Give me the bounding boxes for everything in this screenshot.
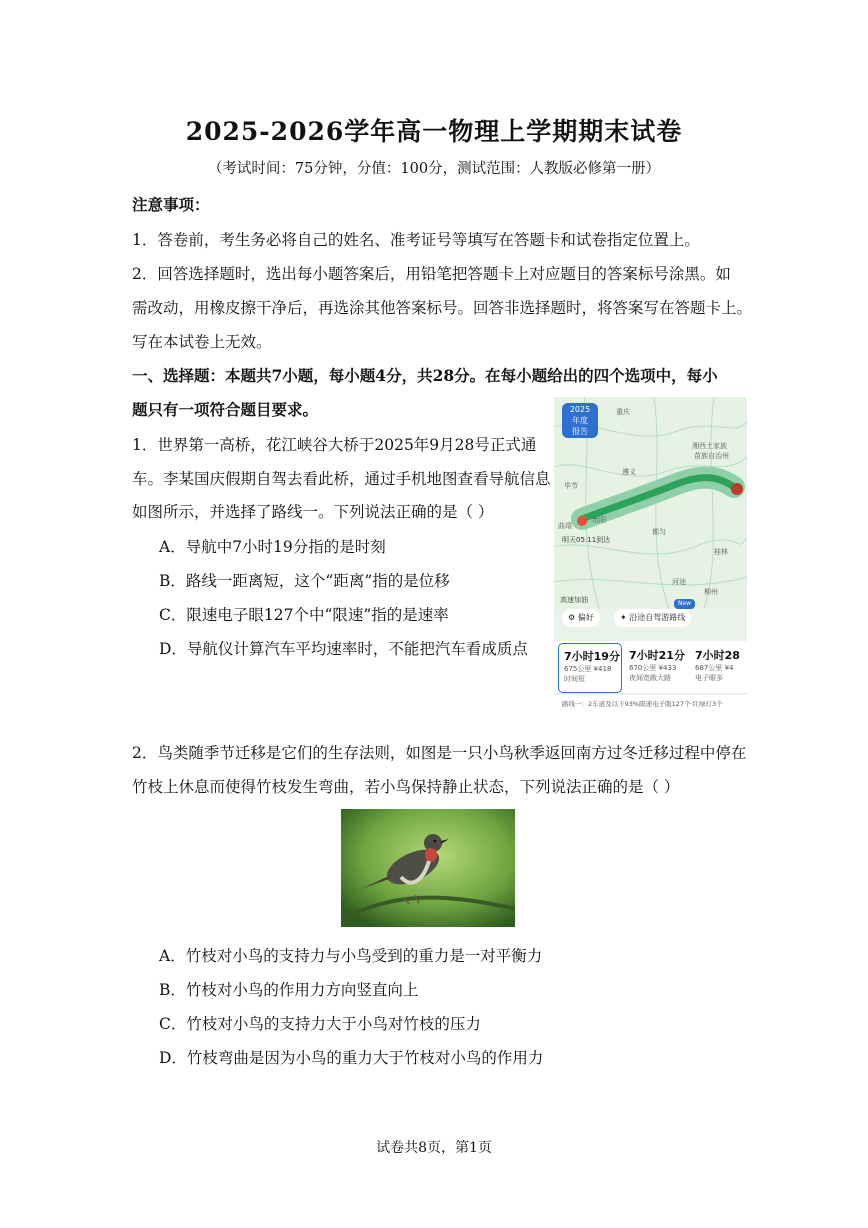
q2-option-a: A．竹枝对小鸟的支持力与小鸟受到的重力是一对平衡力 (159, 947, 543, 965)
badge-line-1: 年度 (572, 416, 588, 425)
badge-year: 2025 (569, 405, 591, 414)
route-info: 670公里 ¥433 (629, 664, 677, 672)
annual-report-badge[interactable] (562, 403, 598, 438)
new-badge: New (674, 599, 695, 609)
q1-stem-line-1: 1．世界第一高桥，花江峡谷大桥于2025年9月28号正式通 (132, 436, 537, 454)
map-label: 贵阳 (592, 516, 606, 524)
scenic-route-chip[interactable] (614, 609, 691, 627)
section-heading-line-1: 一、选择题：本题共7小题，每小题4分，共28分。在每小题给出的四个选项中，每小 (132, 366, 718, 385)
q2-option-b: B．竹枝对小鸟的作用力方向竖直向上 (159, 981, 419, 999)
notice-item-2-line-1: 2．回答选择题时，选出每小题答案后，用铅笔把答题卡上对应题目的答案标号涂黑。如 (132, 265, 731, 283)
notice-item-2-line-2: 需改动，用橡皮擦干净后，再选涂其他答案标号。回答非选择题时，将答案写在答题卡上。 (132, 299, 753, 317)
notice-item-1: 1．答卷前，考生务必将自己的姓名、准考证号等填写在答题卡和试卷指定位置上。 (132, 231, 700, 249)
q2-option-c: C．竹枝对小鸟的支持力大于小鸟对竹枝的压力 (159, 1015, 481, 1033)
map-label: 毕节 (564, 482, 578, 490)
route-card-3[interactable] (690, 643, 747, 691)
exam-subtitle: （考试时间：75分钟，分值：100分，测试范围：人教版必修第一册） (207, 161, 661, 177)
preference-chip[interactable] (562, 609, 600, 627)
map-label: 曲靖 (558, 522, 572, 530)
map-label: 重庆 (616, 408, 630, 416)
plus-icon: ✦ (620, 613, 630, 622)
q1-option-a: A．导航中7小时19分指的是时刻 (159, 538, 386, 556)
notice-heading: 注意事项： (132, 195, 210, 214)
route-time: 7小时28 (695, 649, 740, 662)
gas-station-label[interactable]: 高速加油 (560, 596, 588, 604)
q1-stem-line-3: 如图所示，并选择了路线一。下列说法正确的是（ ） (132, 503, 494, 521)
bird-drawing (341, 809, 515, 927)
preference-icon: ⚙ (568, 613, 578, 622)
route-cards (554, 641, 747, 693)
q1-option-d: D．导航仪计算汽车平均速率时，不能把汽车看成质点 (159, 640, 528, 658)
preference-label: 偏好 (577, 613, 594, 622)
q2-stem-line-1: 2．鸟类随季节迁移是它们的生存法则，如图是一只小鸟秋季返回南方过冬迁移过程中停在 (132, 744, 747, 762)
q2-stem-line-2: 竹枝上休息而使得竹枝发生弯曲，若小鸟保持静止状态，下列说法正确的是（ ） (132, 778, 680, 796)
map-label: 苗族自治州 (694, 452, 729, 460)
bird-on-branch-image (341, 809, 515, 927)
map-label: 柳州 (704, 588, 718, 596)
map-label: 河池 (672, 578, 686, 586)
exam-title: 2025-2026学年高一物理上学期期末试卷 (185, 117, 683, 146)
route-tag: 时间短 (564, 675, 585, 683)
q1-option-b: B．路线一距离短，这个“距离”指的是位移 (159, 572, 450, 590)
route-summary: 路线一：2车道及以下93%限速电子眼127个·红绿灯3个 (554, 695, 747, 713)
route-card-1[interactable] (558, 643, 622, 693)
route-tag: 夜间宽敞大路 (629, 674, 671, 682)
q2-option-d: D．竹枝弯曲是因为小鸟的重力大于竹枝对小鸟的作用力 (159, 1049, 544, 1067)
arrival-time-label: 明天05:11到达 (562, 536, 611, 544)
route-time: 7小时21分 (629, 649, 685, 662)
map-label: 湘西土家族 (692, 442, 727, 450)
map-label: 遵义 (622, 468, 636, 476)
navigation-map-image (554, 397, 747, 713)
q1-stem-line-2: 车。李某国庆假期自驾去看此桥，通过手机地图查看导航信息 (132, 470, 551, 488)
route-info: 687公里 ¥4 (695, 664, 734, 672)
map-label: 桂林 (714, 548, 728, 556)
route-time: 7小时19分 (564, 650, 620, 663)
q1-option-c: C．限速电子眼127个中“限速”指的是速率 (159, 606, 449, 624)
notice-item-2-line-3: 写在本试卷上无效。 (132, 333, 272, 351)
page-footer: 试卷共8页，第1页 (376, 1140, 492, 1156)
badge-line-2: 报告 (572, 427, 588, 436)
scenic-route-label: 沿途自驾游路线 (629, 613, 686, 622)
route-tag: 电子眼多 (695, 674, 723, 682)
route-card-2[interactable] (624, 643, 686, 691)
section-heading-line-2: 题只有一项符合题目要求。 (132, 400, 319, 419)
map-label: 都匀 (652, 528, 666, 536)
route-info: 675公里 ¥418 (564, 665, 612, 673)
